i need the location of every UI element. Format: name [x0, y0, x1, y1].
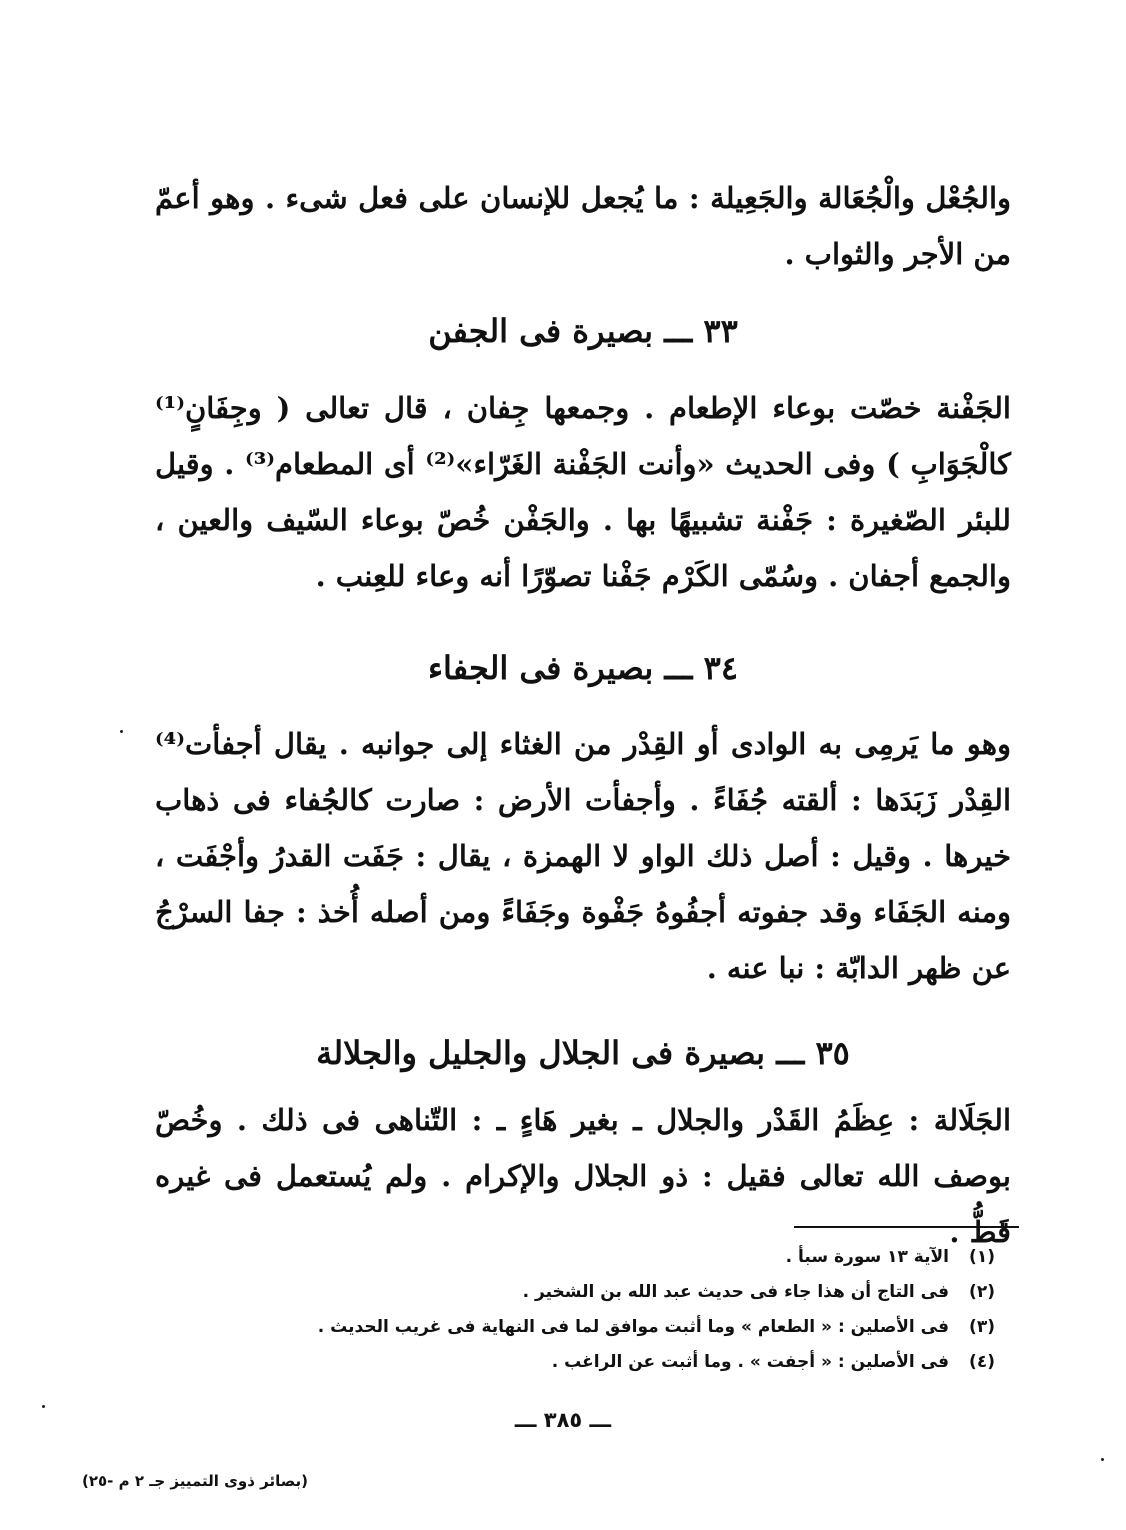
- footnote-text: فى الأصلين : « أجفت » . وما أثبت عن الراغب .: [551, 1352, 949, 1372]
- footnote-text: الآية ١٣ سورة سبأ .: [785, 1247, 949, 1267]
- footnote-number: (٣): [969, 1317, 995, 1337]
- footnote-number: (١): [969, 1247, 995, 1267]
- footnote-text: فى التاج أن هذا جاء فى حديث عبد الله بن الشخير .: [522, 1282, 949, 1302]
- footnote-text: فى الأصلين : « الطعام » وما أثبت موافق لما فى النهاية فى غريب الحديث .: [317, 1317, 949, 1337]
- footnote-item: [155, 1275, 995, 1310]
- page-number: ـــ ٣٨٥ ـــ: [514, 1408, 612, 1432]
- footnote-separator: [794, 1226, 1019, 1228]
- paragraph-jalala: الجَلَالة : عِظَمُ القَدْر والجلال ـ بغير هَاءٍ ـ : التّناهى فى ذلك . وخُصّ بوصف الله تعالى فقيل : ذو الجلال والإكرام . ولم يُستعمل فى غيره قَطُّ .: [155, 1103, 1011, 1249]
- footnote-item: [155, 1345, 995, 1380]
- footnote-item: [155, 1240, 995, 1275]
- printer-signature: (بصائر ذوى التمييز جـ ٢ م -٢٥): [82, 1472, 308, 1490]
- paragraph-jafn: الجَفْنة خصّت بوعاء الإطعام . وجمعها جِفان ، قال تعالى ( وجِفَانٍ⁽¹⁾ كالْجَوَابِ ) وفى الحديث «وأنت الجَفْنة الغَرّاء»⁽²⁾ أى المطعام⁽³⁾ . وقيل للبئر الصّغيرة : جَفْنة تشبيهًا بها . والجَفْن خُصّ بوعاء السّيف والعين ، والجمع أجفان . وسُمّى الكَرْم جَفْنا تصوّرًا أنه وعاء للعِنب .: [155, 391, 1011, 593]
- footnote-item: [155, 1310, 995, 1345]
- section-heading-34: ٣٤ ـــ بصيرة فى الجفاء: [427, 649, 739, 687]
- section-heading-33: ٣٣ ـــ بصيرة فى الجفن: [428, 312, 738, 350]
- paragraph-jual: والجُعْل والْجُعَالة والجَعِيلة : ما يُجعل للإنسان على فعل شىء . وهو أعمّ من الأجر والثواب .: [155, 181, 1011, 271]
- scan-speck: [42, 1405, 45, 1408]
- footnote-number: (٢): [969, 1282, 995, 1302]
- footnote-number: (٤): [969, 1352, 995, 1372]
- scan-speck: [1101, 1458, 1104, 1461]
- section-heading-35: ٣٥ ـــ بصيرة فى الجلال والجليل والجلالة: [316, 1034, 850, 1072]
- scan-speck: [120, 730, 123, 733]
- footnotes: [155, 1240, 995, 1380]
- paragraph-jafa: وهو ما يَرمِى به الوادى أو القِدْر من الغثاء إلى جوانبه . يقال أجفأت⁽⁴⁾ القِدْر زَبَدَها : ألقته جُفَاءً . وأجفأت الأرض : صارت كالجُفاء فى ذهاب خيرها . وقيل : أصل ذلك الواو لا الهمزة ، يقال : جَفَت القدرُ وأجْفَت ، ومنه الجَفَاء وقد جفوته أجفُوهُ جَفْوة وجَفَاءً ومن أصله أُخذ : جفا السرْجُ عن ظهر الدابّة : نبا عنه .: [155, 727, 1011, 985]
